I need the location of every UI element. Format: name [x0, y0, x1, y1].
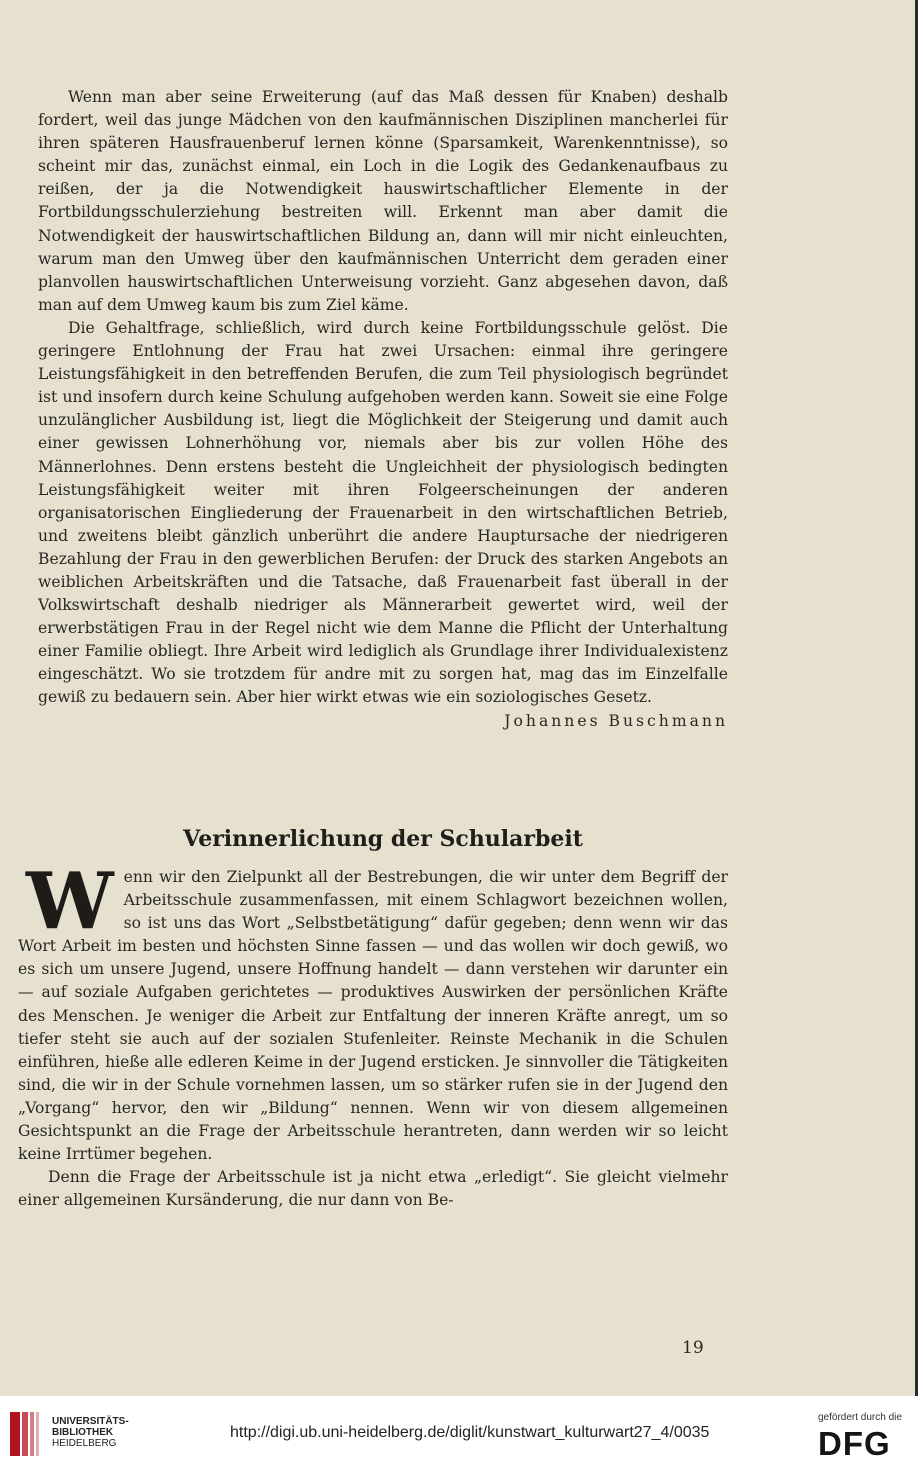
section-title: Verinnerlichung der Schularbeit — [183, 826, 583, 852]
article-body — [18, 856, 728, 1212]
drop-cap: W — [26, 856, 114, 947]
page-number: 19 — [682, 1338, 704, 1358]
funder-label: gefördert durch die — [818, 1412, 902, 1423]
paragraph: Denn die Frage der Arbeitsschule ist ja nicht etwa „erledigt“. Sie gleicht vielmehr einer allgemeinen Kursänderung, die nur dann von Be- — [18, 1168, 728, 1210]
paragraph — [18, 856, 728, 1166]
library-line-2: BIBLIOTHEK — [52, 1427, 114, 1438]
paragraph: Die Gehaltfrage, schließlich, wird durch keine Fortbildungsschule gelöst. Die geringere Entlohnung der Frau hat zwei Ursachen: einmal ihre geringere Leistungsfähigkeit in den betreffenden Berufen, die zum Teil physiologisch begründet ist und insofern durch keine Schulung aufgehoben werden kann. Soweit sie eine Folge unzulänglicher Ausbildung ist, liegt die Möglichkeit der Steigerung und damit auch einer gewissen Lohnerhöhung vor, niemals aber bis zur vollen Höhe des Männerlohnes. Denn erstens besteht die Ungleichheit der physiologisch bedingten Leistungsfähigkeit weiter mit ihren Folgeerscheinungen der anderen organisatorischen Eingliederung der Frauenarbeit in den wirtschaftlichen Betrieb, und zweitens bleibt gänzlich unberührt die andere Hauptursache der niedrigeren Bezahlung der Frau in den gewerblichen Berufen: der Druck des starken Angebots an weiblichen Arbeitskräften und die Tatsache, daß Frauenarbeit fast überall in der Volkswirtschaft deshalb niedriger als Männerarbeit gewertet wird, weil der erwerbstätigen Frau in der Regel nicht wie dem Manne die Pflicht der Unterhaltung einer Familie obliegt. Ihre Arbeit wird lediglich als Grundlage ihrer Individualexistenz eingeschätzt. Wo sie trotzdem für andre mit zu sorgen hat, mag das im Einzelfalle gewiß zu bedauern sein. Aber hier wirkt etwas wie ein soziologisches Gesetz. — [38, 318, 728, 707]
library-line-1: UNIVERSITÄTS- — [52, 1416, 129, 1427]
paragraph: Wenn man aber seine Erweiterung (auf das Maß dessen für Knaben) deshalb fordert, weil das junge Mädchen von den kaufmännischen Disziplinen mancherlei für ihren späteren Hausfrauenberuf lernen könne (Sparsamkeit, Warenkenntnisse), so scheint mir das, zunächst einmal, ein Loch in die Logik des Gedankenaufbaus zu reißen, der ja die Notwendigkeit hauswirtschaftlicher Elemente in der Fortbildungsschulerziehung bestreiten will. Erkennt man aber damit die Notwendigkeit der hauswirtschaftlichen Bildung an, dann will mir nicht einleuchten, warum man den Umweg über den kaufmännischen Unterricht dem geraden einer planvollen hauswirtschaftlichen Unterweisung vorzieht. Ganz abgesehen davon, daß man auf dem Umweg kaum bis zum Ziel käme. — [38, 88, 728, 314]
university-seal-icon — [8, 1410, 46, 1458]
viewer-footer — [0, 1396, 923, 1473]
funder-block — [818, 1412, 918, 1463]
article-continuation — [38, 86, 728, 733]
library-name — [52, 1416, 129, 1449]
library-line-3: HEIDELBERG — [52, 1438, 117, 1449]
permalink-url[interactable]: http://digi.ub.uni-heidelberg.de/diglit/kunstwart_kulturwart27_4/0035 — [230, 1424, 710, 1441]
author-signature: Johannes Buschmann — [504, 711, 728, 730]
first-paragraph-text: enn wir den Zielpunkt all der Bestrebungen, die wir unter dem Begriff der Arbeitsschule zusammenfassen, mit einem Schlagwort bezeichnen wollen, so ist uns das Wort „Selbstbetätigung“ dafür gegeben; denn wenn wir das Wort Arbeit im besten und höchsten Sinne fassen — und das wollen wir doch gewiß, wo es sich um unsere Jugend, unsere Hoffnung handelt — dann verstehen wir darunter ein — auf soziale Aufgaben gerichtetes — produktives Auswirken der persönlichen Kräfte des Menschen. Je weniger die Arbeit zur Entfaltung der inneren Kräfte anregt, um so tiefer steht sie auch auf der sozialen Stufenleiter. Reinste Mechanik in die Schulen einführen, hieße alle edleren Keime in der Jugend ersticken. Je sinnvoller die Tätigkeiten sind, die wir in der Schule vornehmen lassen, um so stärker rufen sie in der Jugend den „Vorgang“ hervor, den wir „Bildung“ nennen. Wenn wir von diesem allgemeinen Gesichtspunkt an die Frage der Arbeitsschule herantreten, dann werden wir so leicht keine Irrtümer begehen. — [18, 868, 728, 1164]
dfg-logo: DFG — [818, 1425, 891, 1462]
